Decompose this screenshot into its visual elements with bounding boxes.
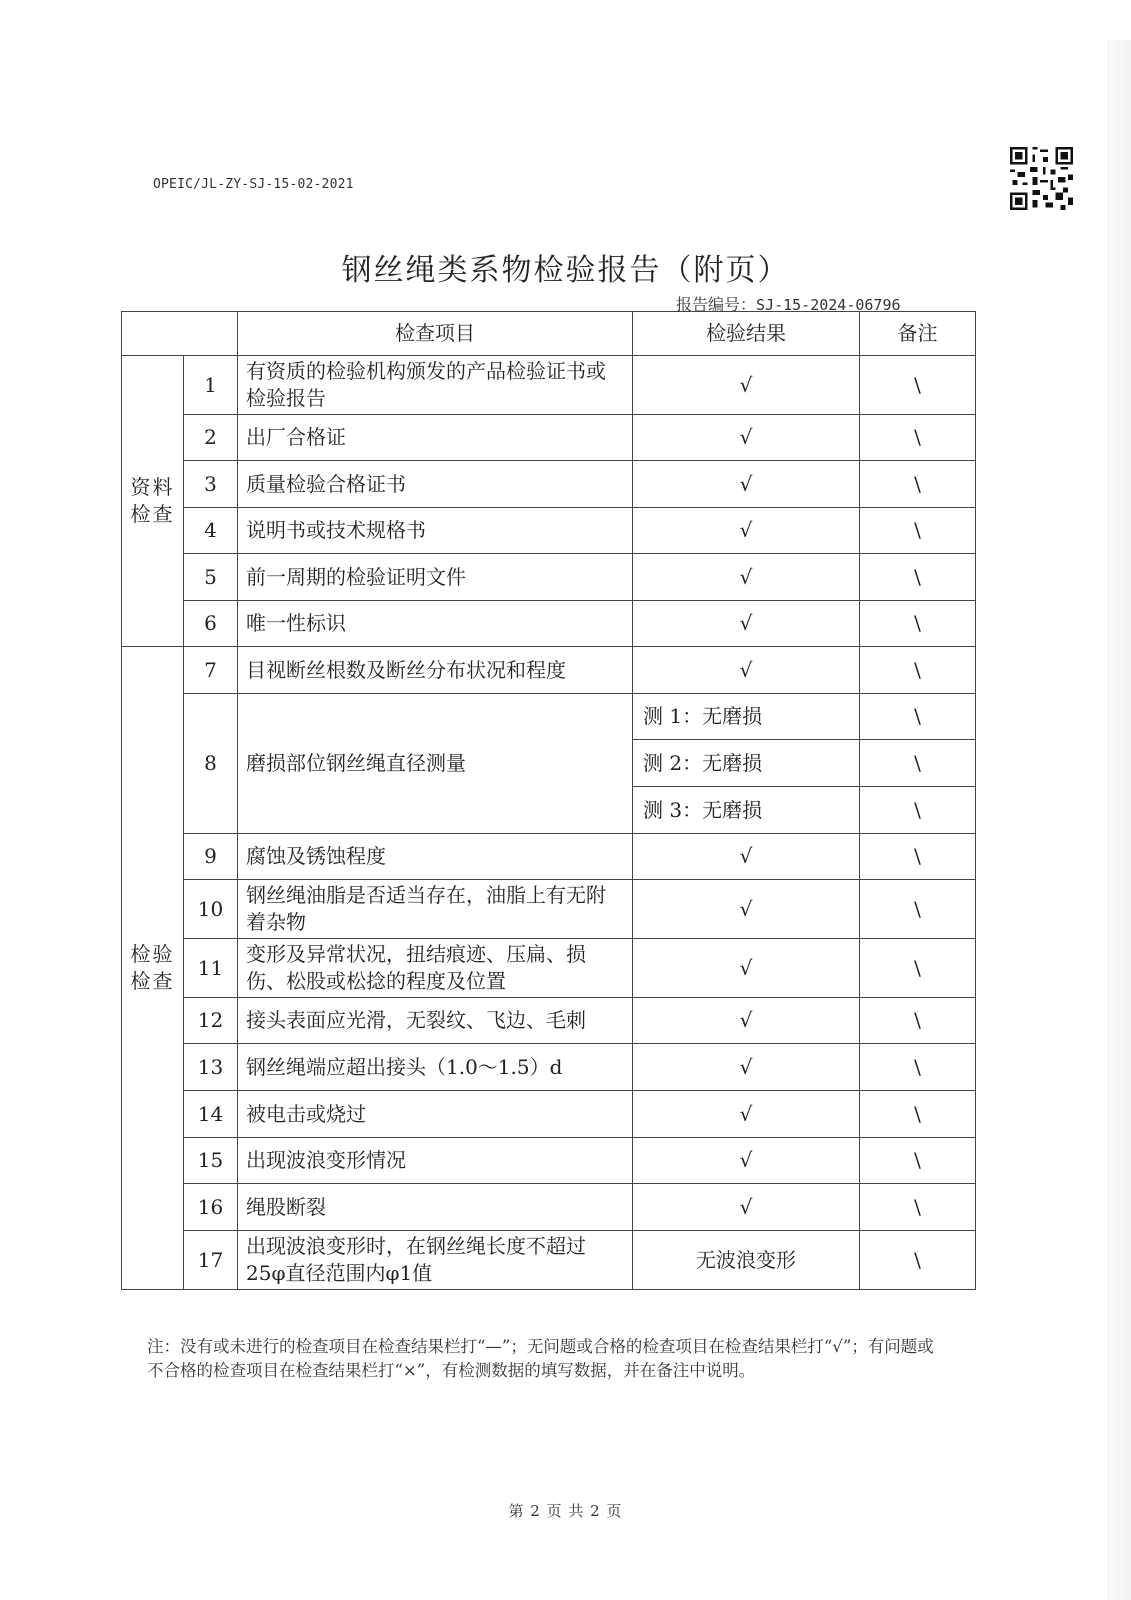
report-number-value: SJ-15-2024-06796	[756, 296, 901, 314]
row-number: 8	[184, 694, 238, 834]
row-result: √	[633, 554, 860, 601]
row-result: √	[633, 356, 860, 415]
qr-code-icon	[1010, 147, 1073, 210]
table-row	[122, 647, 976, 694]
row-item: 钢丝绳端应超出接头（1.0～1.5）d	[238, 1044, 633, 1091]
row-number: 17	[184, 1231, 238, 1290]
row-result: √	[633, 601, 860, 647]
row-item: 目视断丝根数及断丝分布状况和程度	[238, 647, 633, 694]
table-row	[122, 1138, 976, 1184]
row-item: 说明书或技术规格书	[238, 508, 633, 554]
table-row	[122, 998, 976, 1044]
category-doc-check: 资料检查	[122, 356, 184, 647]
row-item: 接头表面应光滑，无裂纹、飞边、毛刺	[238, 998, 633, 1044]
row-number: 7	[184, 647, 238, 694]
row-item: 钢丝绳油脂是否适当存在，油脂上有无附着杂物	[238, 880, 633, 939]
row-item: 有资质的检验机构颁发的产品检验证书或检验报告	[238, 356, 633, 415]
report-number-label: 报告编号：	[676, 295, 757, 314]
row-remark: \	[860, 1231, 976, 1290]
row-remark: \	[860, 1044, 976, 1091]
table-row	[122, 1091, 976, 1138]
row-number: 2	[184, 415, 238, 461]
row-number: 11	[184, 939, 238, 998]
table-row	[122, 939, 976, 998]
row-remark: \	[860, 1091, 976, 1138]
table-row	[122, 601, 976, 647]
row-result: √	[633, 998, 860, 1044]
row-remark: \	[860, 834, 976, 880]
header-item: 检查项目	[238, 312, 633, 356]
document-code: OPEIC/JL-ZY-SJ-15-02-2021	[153, 177, 354, 192]
row-number: 13	[184, 1044, 238, 1091]
row-item: 变形及异常状况，扭结痕迹、压扁、损伤、松股或松捻的程度及位置	[238, 939, 633, 998]
header-remark: 备注	[860, 312, 976, 356]
row-result-sub: 测 2：无磨损	[633, 740, 860, 787]
row-number: 6	[184, 601, 238, 647]
row-result: √	[633, 1184, 860, 1231]
row-result: 无波浪变形	[633, 1231, 860, 1290]
row-item: 绳股断裂	[238, 1184, 633, 1231]
row-result: √	[633, 880, 860, 939]
header-blank-cell	[122, 312, 238, 356]
row-number: 3	[184, 461, 238, 508]
table-row	[122, 508, 976, 554]
table-row	[122, 461, 976, 508]
table-row	[122, 694, 976, 740]
table-row	[122, 1231, 976, 1290]
row-remark: \	[860, 601, 976, 647]
row-result: √	[633, 939, 860, 998]
row-number: 5	[184, 554, 238, 601]
table-row	[122, 834, 976, 880]
row-remark: \	[860, 647, 976, 694]
table-row	[122, 415, 976, 461]
row-number: 12	[184, 998, 238, 1044]
row-number: 1	[184, 356, 238, 415]
row-item: 被电击或烧过	[238, 1091, 633, 1138]
row-number: 16	[184, 1184, 238, 1231]
row-remark: \	[860, 880, 976, 939]
row-result: √	[633, 461, 860, 508]
row-result-sub: 测 1：无磨损	[633, 694, 860, 740]
row-remark: \	[860, 787, 976, 834]
row-item: 出现波浪变形时，在钢丝绳长度不超过25φ直径范围内φ1值	[238, 1231, 633, 1290]
footnote: 注：没有或未进行的检查项目在检查结果栏打“—”；无问题或合格的检查项目在检查结果栏打“√”；有问题或不合格的检查项目在检查结果栏打“×”，有检测数据的填写数据，并在备注中说明。	[147, 1337, 934, 1380]
row-remark: \	[860, 415, 976, 461]
row-number: 4	[184, 508, 238, 554]
row-number: 9	[184, 834, 238, 880]
row-number: 10	[184, 880, 238, 939]
row-result: √	[633, 647, 860, 694]
row-remark: \	[860, 508, 976, 554]
row-item: 腐蚀及锈蚀程度	[238, 834, 633, 880]
row-item: 质量检验合格证书	[238, 461, 633, 508]
row-remark: \	[860, 356, 976, 415]
table-header-row	[122, 312, 976, 356]
row-item: 前一周期的检验证明文件	[238, 554, 633, 601]
header-result: 检验结果	[633, 312, 860, 356]
row-number: 14	[184, 1091, 238, 1138]
row-remark: \	[860, 1184, 976, 1231]
row-result: √	[633, 508, 860, 554]
row-remark: \	[860, 1138, 976, 1184]
row-remark: \	[860, 694, 976, 740]
page-number: 第 2 页 共 2 页	[508, 1502, 623, 1520]
row-result: √	[633, 1138, 860, 1184]
row-result: √	[633, 834, 860, 880]
table-row	[122, 554, 976, 601]
row-result: √	[633, 1091, 860, 1138]
row-remark: \	[860, 740, 976, 787]
category-insp-check: 检验检查	[122, 647, 184, 1290]
table-row	[122, 356, 976, 415]
row-remark: \	[860, 939, 976, 998]
table-row	[122, 1184, 976, 1231]
row-remark: \	[860, 998, 976, 1044]
row-result: √	[633, 1044, 860, 1091]
page-title: 钢丝绳类系物检验报告（附页）	[341, 253, 790, 288]
table-row	[122, 880, 976, 939]
inspection-table	[121, 311, 976, 1290]
row-item: 唯一性标识	[238, 601, 633, 647]
table-row	[122, 1044, 976, 1091]
row-remark: \	[860, 461, 976, 508]
row-remark: \	[860, 554, 976, 601]
row-item: 出厂合格证	[238, 415, 633, 461]
row-item: 磨损部位钢丝绳直径测量	[238, 694, 633, 834]
row-result: √	[633, 415, 860, 461]
row-number: 15	[184, 1138, 238, 1184]
row-item: 出现波浪变形情况	[238, 1138, 633, 1184]
row-result-sub: 测 3：无磨损	[633, 787, 860, 834]
